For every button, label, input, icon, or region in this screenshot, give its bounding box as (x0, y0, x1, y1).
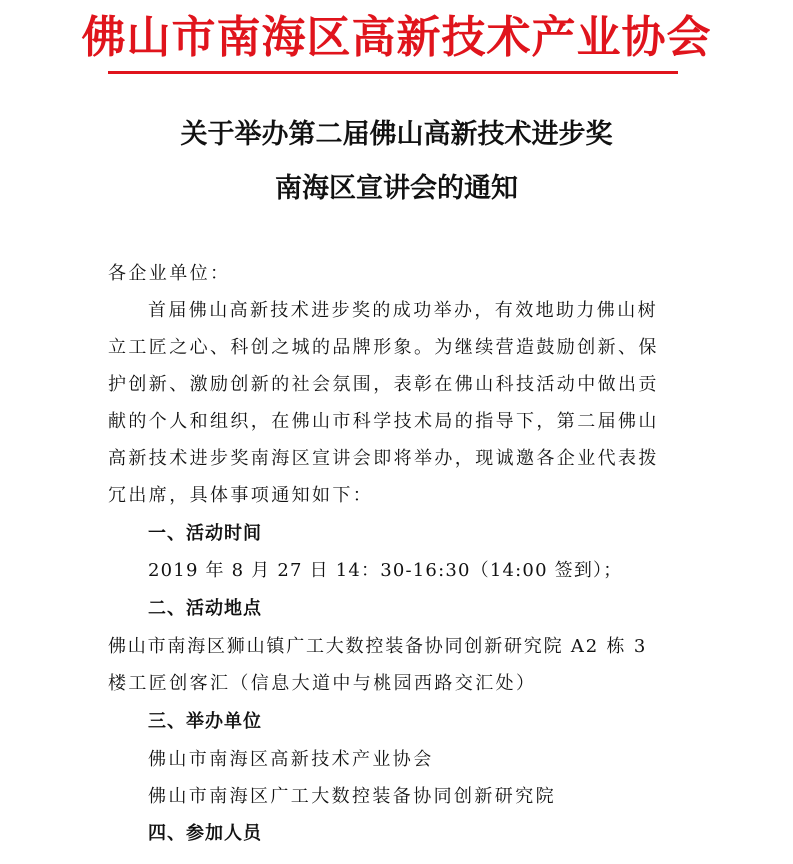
document-title-line-2: 南海区宣讲会的通知 (275, 173, 518, 204)
salutation: 各企业单位： (108, 263, 231, 284)
section-line: 楼工匠创客汇（信息大道中与桃园西路交汇处） (108, 673, 537, 694)
section-heading-participants: 四、参加人员 (148, 823, 262, 844)
section-heading-time: 一、活动时间 (148, 523, 262, 544)
paragraph-line: 高新技术进步奖南海区宣讲会即将举办，现诚邀各企业代表拨 (108, 448, 659, 469)
paragraph-line: 立工匠之心、科创之城的品牌形象。为继续营造鼓励创新、保 (108, 337, 659, 358)
header-divider (108, 71, 678, 74)
section-line: 2019 年 8 月 27 日 14：30-16:30（14:00 签到）； (148, 560, 623, 581)
section-line: 佛山市南海区广工大数控装备协同创新研究院 (148, 786, 556, 807)
paragraph-line: 冗出席，具体事项通知如下： (108, 485, 374, 506)
paragraph-line: 护创新、激励创新的社会氛围，表彰在佛山科技活动中做出贡 (108, 374, 659, 395)
paragraph-line: 首届佛山高新技术进步奖的成功举办，有效地助力佛山树 (148, 300, 658, 321)
paragraph-line: 献的个人和组织，在佛山市科学技术局的指导下，第二届佛山 (108, 411, 659, 432)
section-heading-organizer: 三、举办单位 (148, 711, 262, 732)
document-title-line-1: 关于举办第二届佛山高新技术进步奖 (180, 119, 613, 150)
section-heading-location: 二、活动地点 (148, 598, 262, 619)
org-name-header: 佛山市南海区高新技术产业协会 (81, 12, 712, 63)
section-line: 佛山市南海区狮山镇广工大数控装备协同创新研究院 A2 栋 3 (108, 636, 648, 657)
section-line: 佛山市南海区高新技术产业协会 (148, 749, 434, 770)
